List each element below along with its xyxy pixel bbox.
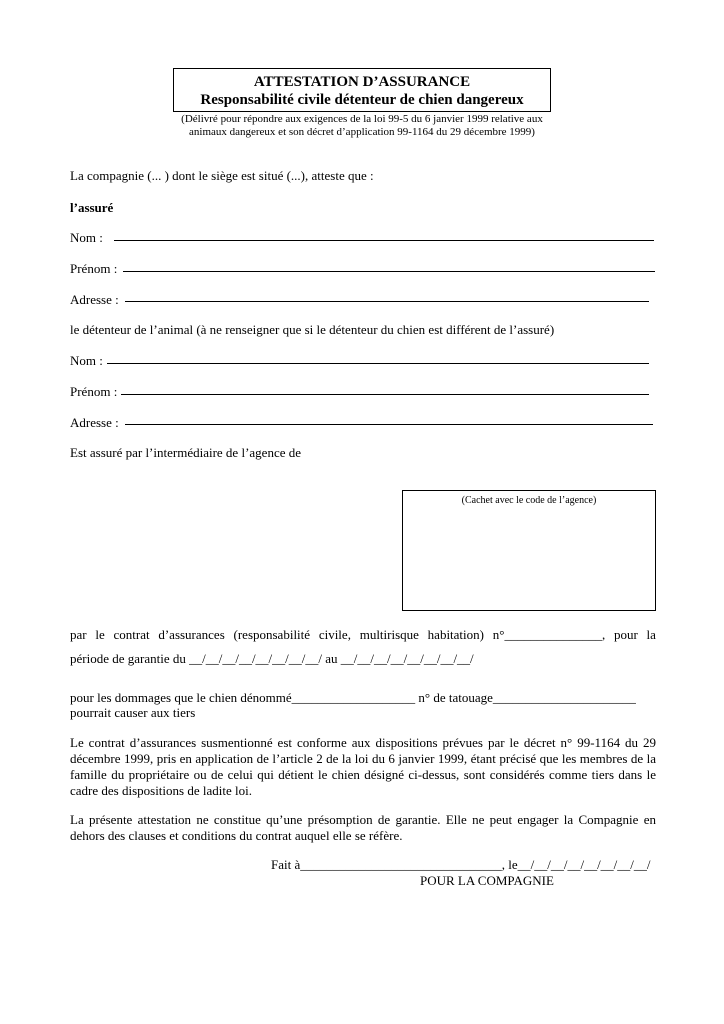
holder-heading: le détenteur de l’animal (à ne renseigner que si le détenteur du chien est différent de l’assuré) <box>70 322 555 337</box>
conformity-paragraph: Le contrat d’assurances susmentionné est conforme aux dispositions prévues par le décret n° 99-1164 du 29 décembre 1999, pris en application de l’article 2 de la loi du 6 janvier 1999, étant précisé que les membres de la famille du propriétaire ou de celui qui détient le chien désigné ci-dessus, sont considérés comme tiers dans le cadre des dispositions de ladite loi. <box>70 735 656 798</box>
contract-number-field[interactable]: n°_______________, <box>492 627 606 642</box>
legal-note-line-2: animaux dangereux et son décret d’application 99-1164 du 29 décembre 1999) <box>189 126 535 138</box>
agency-label: Est assuré par l’intermédiaire de l’agence de <box>70 445 301 460</box>
document-title: ATTESTATION D’ASSURANCE <box>253 74 471 90</box>
contract-word: pour <box>613 627 638 642</box>
signature-place-date-field[interactable]: Fait à_______________________________, le__/__/__/__/__/__/__/__/ <box>271 857 651 872</box>
holder-prenom-field[interactable] <box>121 394 649 395</box>
agency-stamp-box[interactable] <box>402 490 656 611</box>
insured-heading: l’assuré <box>70 200 114 215</box>
for-company-label: POUR LA COMPAGNIE <box>420 873 554 888</box>
contract-word: d’assurances <box>158 627 225 642</box>
contract-word: habitation) <box>427 627 484 642</box>
contract-word: multirisque <box>359 627 419 642</box>
holder-nom-label: Nom : <box>70 353 103 368</box>
holder-prenom-label: Prénom : <box>70 384 118 399</box>
insured-nom-field[interactable] <box>114 240 654 241</box>
document-subtitle: Responsabilité civile détenteur de chien dangereux <box>200 92 524 108</box>
presumption-paragraph: La présente attestation ne constitue qu’une présomption de garantie. Elle ne peut engager la Compagnie en dehors des clauses et conditions du contrat auquel elle se réfère. <box>70 812 656 843</box>
insured-adresse-label: Adresse : <box>70 292 119 307</box>
dog-name-tattoo-field[interactable]: pour les dommages que le chien dénommé___________________ n° de tatouage______________________ <box>70 690 636 705</box>
holder-adresse-field[interactable] <box>125 424 653 425</box>
insured-nom-label: Nom : <box>70 230 103 245</box>
insured-prenom-label: Prénom : <box>70 261 118 276</box>
contract-word: le <box>95 627 105 642</box>
contract-line-1 <box>70 627 656 643</box>
contract-word: la <box>646 627 656 642</box>
holder-adresse-label: Adresse : <box>70 415 119 430</box>
dog-third-party-text: pourrait causer aux tiers <box>70 705 196 720</box>
contract-word: civile, <box>318 627 351 642</box>
insured-adresse-field[interactable] <box>125 301 649 302</box>
title-box <box>173 68 551 112</box>
contract-word: contrat <box>113 627 150 642</box>
contract-word: par <box>70 627 87 642</box>
intro-text: La compagnie (... ) dont le siège est situé (...), atteste que : <box>70 168 374 183</box>
legal-note-line-1: (Délivré pour répondre aux exigences de la loi 99-5 du 6 janvier 1999 relative aux <box>181 113 543 125</box>
contract-word: (responsabilité <box>233 627 311 642</box>
holder-nom-field[interactable] <box>107 363 649 364</box>
guarantee-period-field[interactable]: période de garantie du __/__/__/__/__/__/__/__/ au __/__/__/__/__/__/__/__/ <box>70 651 474 666</box>
agency-stamp-label: (Cachet avec le code de l’agence) <box>461 495 597 506</box>
insured-prenom-field[interactable] <box>123 271 655 272</box>
